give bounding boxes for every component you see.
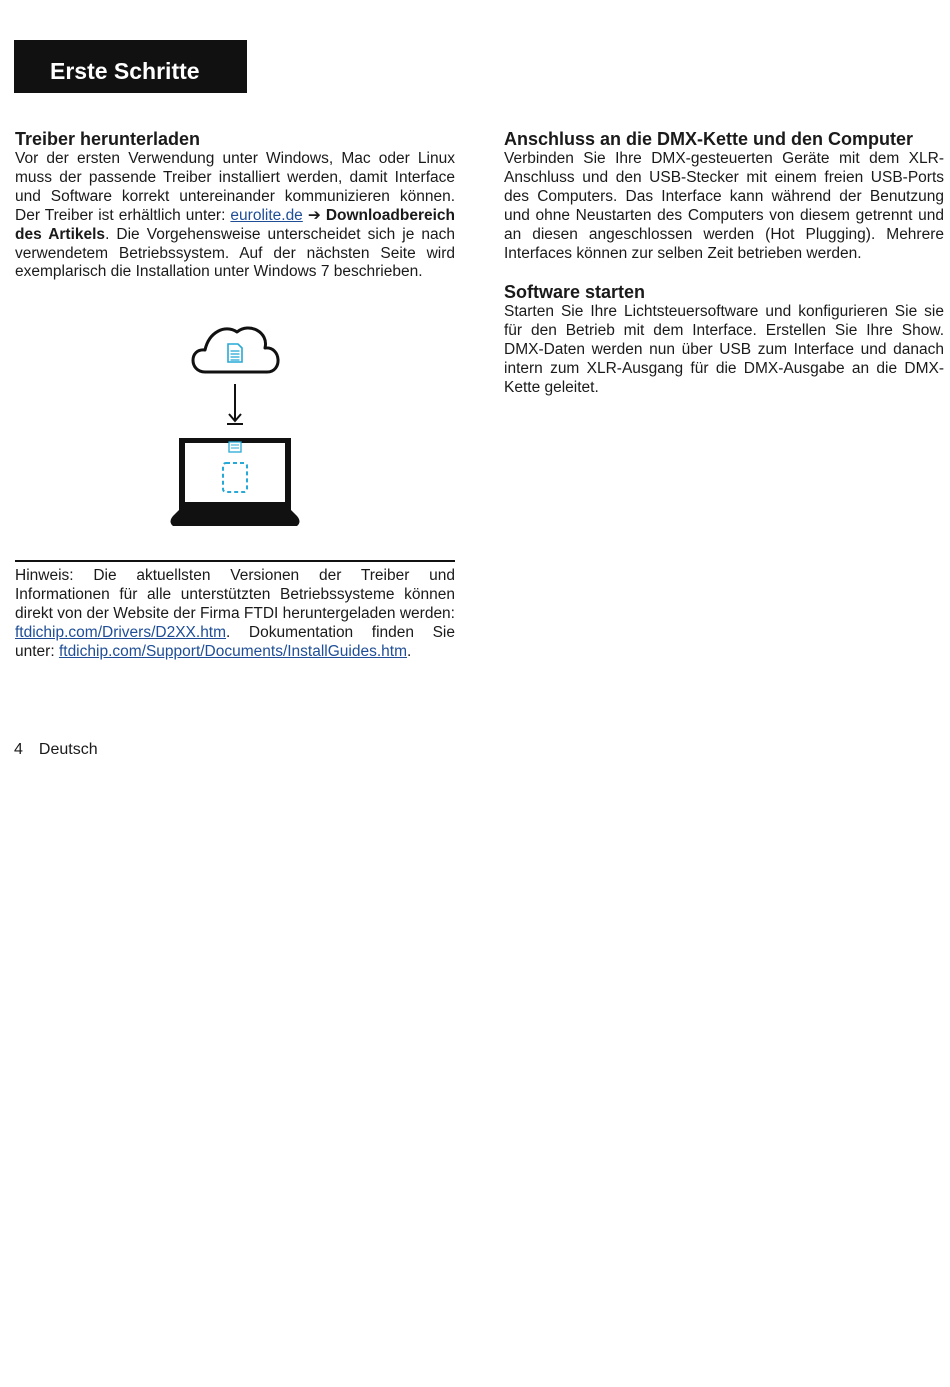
dmx-connection-heading: Anschluss an die DMX-Kette und den Computer [504,129,914,149]
driver-download-heading: Treiber herunterladen [15,129,201,149]
download-illustration [165,322,307,530]
download-area-text: Downloadbereich des Artikels [15,206,455,243]
dmx-connection-paragraph: Verbinden Sie Ihre DMX-gesteuerten Geräte mit dem XLR-Anschluss und den USB-Stecker mit einem freien USB-Ports des Computers. Das Interface kann während der Benutzung und ohne Neustarten des Computers von diesem getrennt und an diesen angeschlossen werden (Hot Plugging). Mehrere Interfaces können zur selben Zeit betrieben werden. [504,150,944,262]
left-column [15,128,455,282]
arrow-glyph: ➔ [302,206,326,224]
arrow-down-icon [227,384,243,424]
hint-text-start: Hinweis: Die aktuellsten Versionen der Treiber und Informationen für alle unterstützten Betriebssysteme können direkt von der Website der Firma FTDI heruntergeladen werden: [15,567,455,622]
hint-note [15,560,455,662]
software-start-paragraph: Starten Sie Ihre Lichtsteuersoftware und konfigurieren Sie sie für den Betrieb mit dem Interface. Erstellen Sie Ihre Show. DMX-Daten werden nun über USB zum Interface und danach intern zum XLR-Ausgang für die DMX-Ausgabe an die DMX-Kette geleitet. [504,303,944,397]
right-column [504,128,944,398]
driver-text-start: Vor der ersten Verwendung unter Windows, Mac oder Linux muss der passende Treiber installiert werden, damit Interface und Software korrekt untereinander kommunizieren können. Der Treiber ist erhältlich unter: [15,150,455,224]
page-footer [14,740,114,760]
document-icon [228,344,242,362]
page-title: Erste Schritte [14,40,247,93]
hint-text-middle: . Dokumentation finden Sie unter: [15,623,455,660]
driver-text-end: . Die Vorgehensweise unterscheidet sich je nach verwendetem Betriebssystem. Auf der nächsten Seite wird exemplarisch die Installation unter Windows 7 beschrieben. [15,225,455,281]
language-label: Deutsch [38,741,98,758]
ftdi-drivers-link[interactable]: ftdichip.com/Drivers/D2XX.htm [15,623,227,641]
ftdi-guides-link[interactable]: ftdichip.com/Support/Documents/InstallGuides.htm [58,642,407,660]
software-start-heading: Software starten [504,282,646,303]
page-number: 4 [14,741,23,758]
driver-download-paragraph [15,150,455,282]
eurolite-link[interactable]: eurolite.de [230,206,303,224]
hint-text-end: . [407,642,412,660]
hint-paragraph [15,567,455,662]
